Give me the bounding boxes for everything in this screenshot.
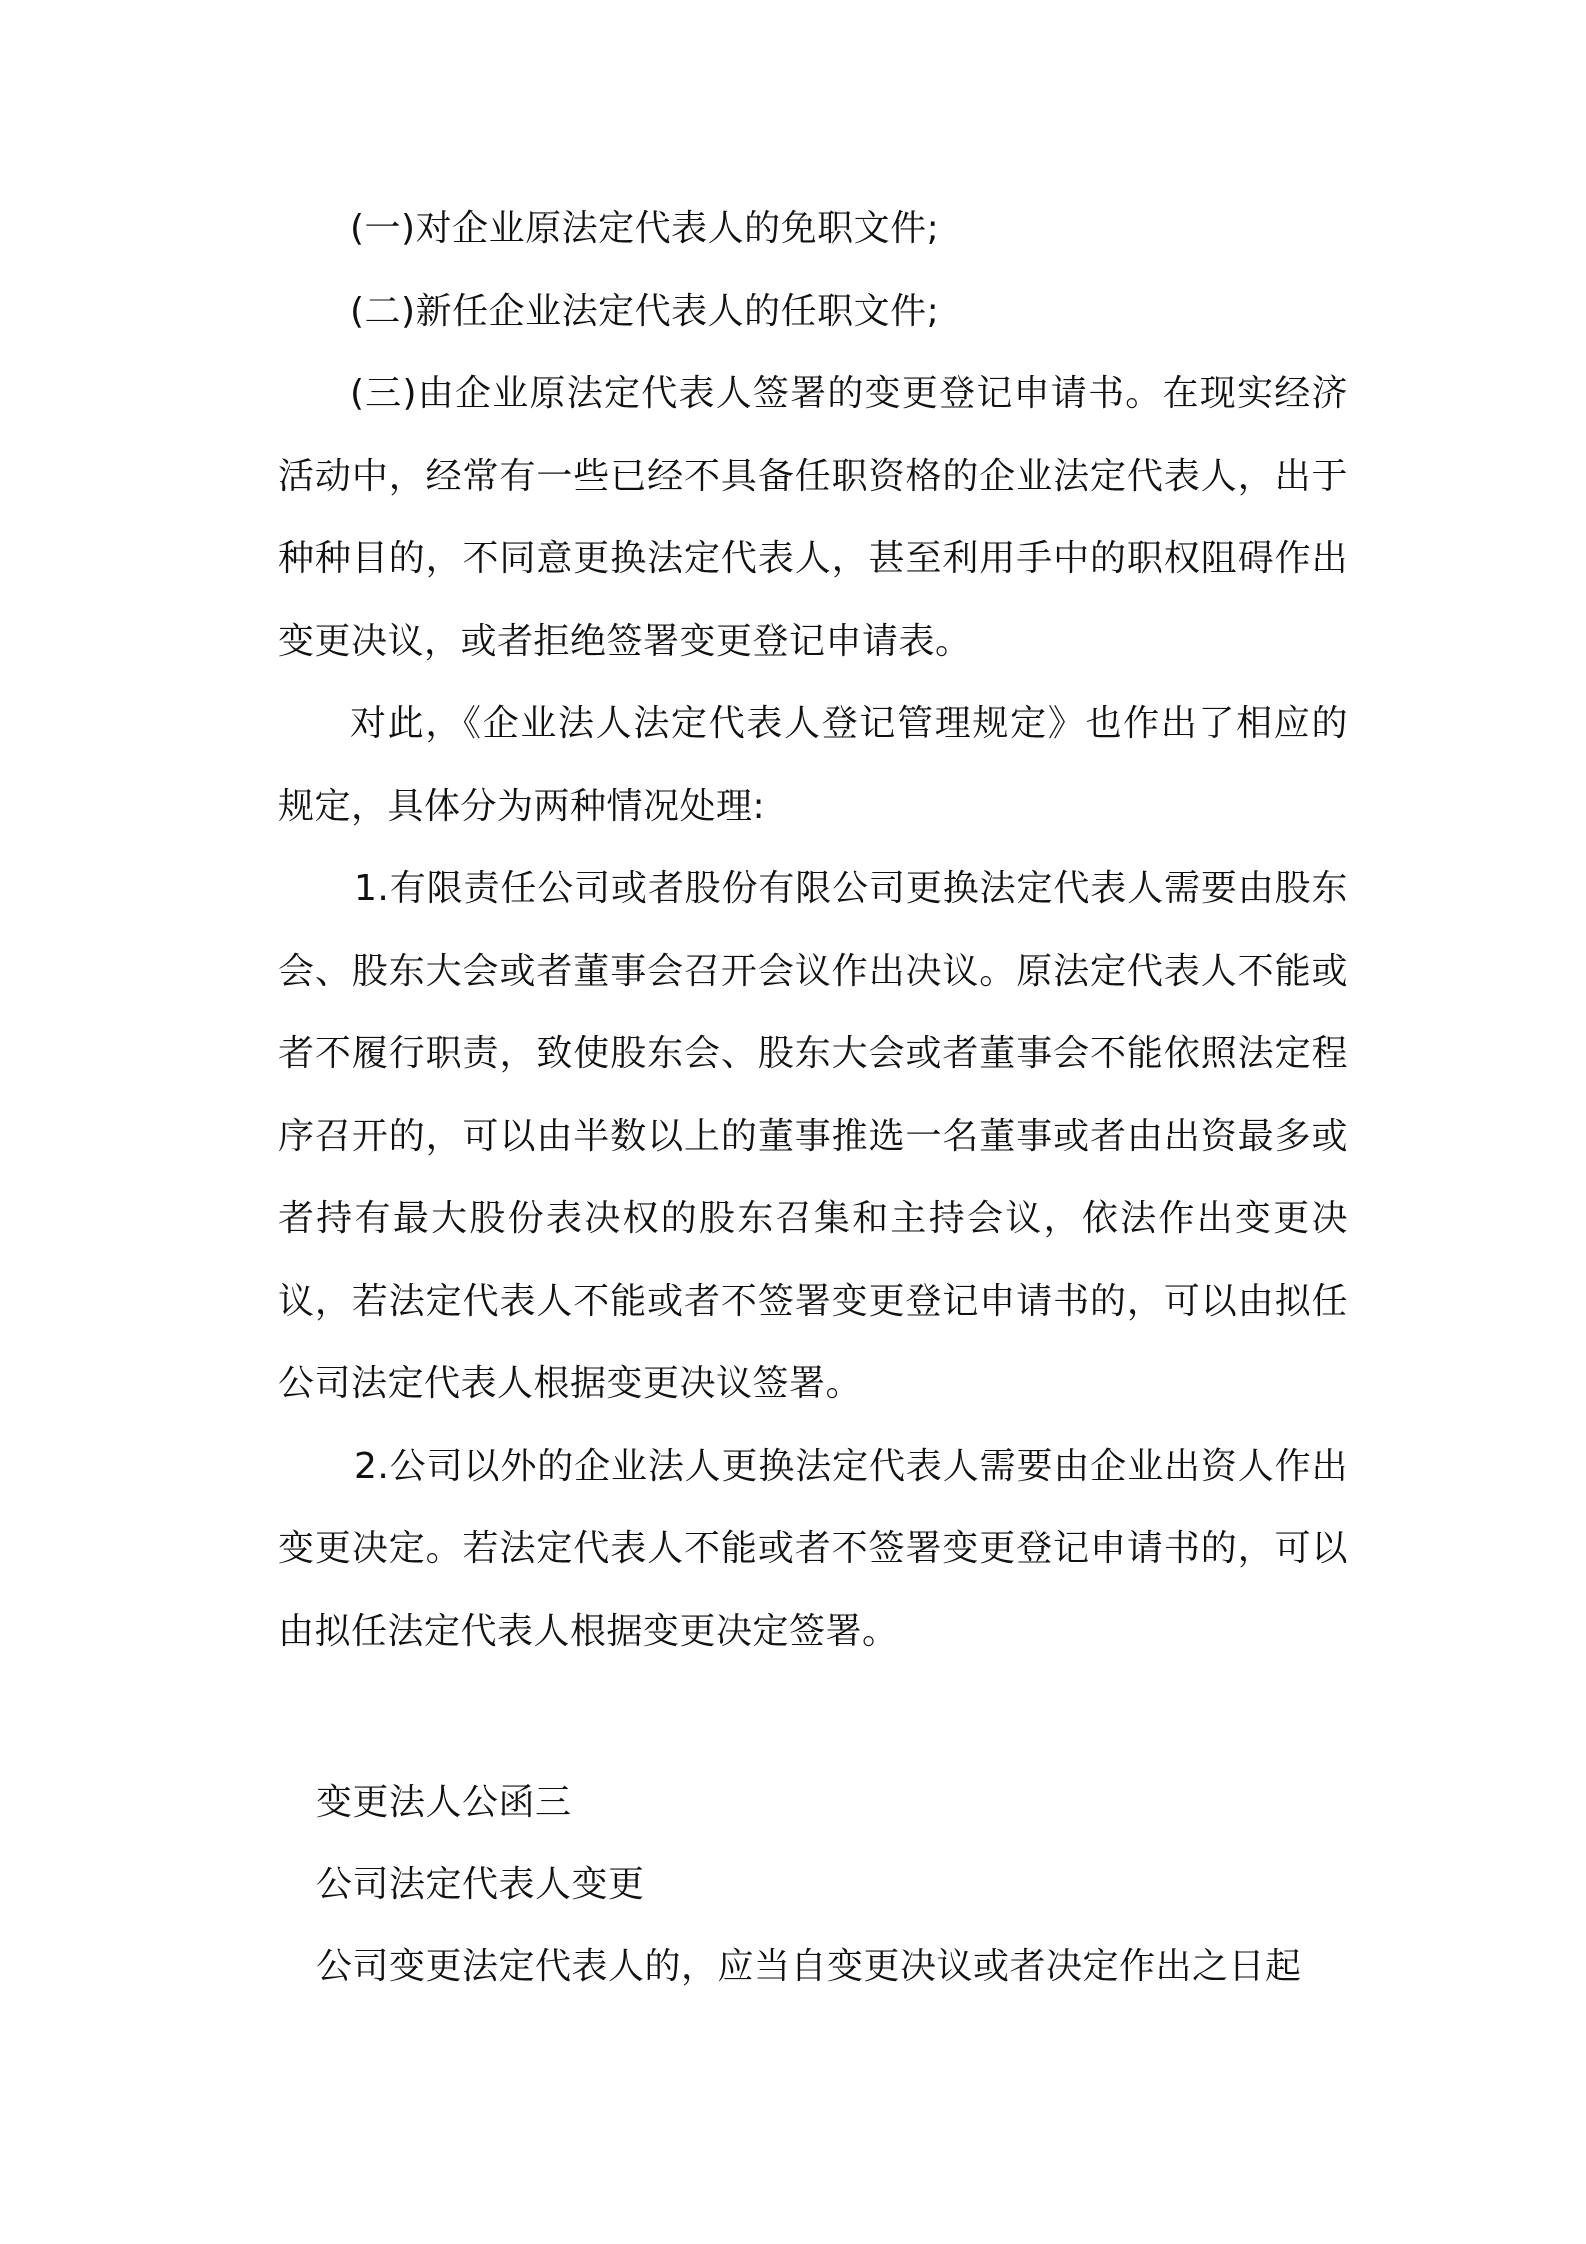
paragraph-item-2: (二)新任企业法定代表人的任职文件; (350, 290, 940, 332)
paragraph-case-2: 2.公司以外的企业法人更换法定代表人需要由企业出资人作出变更决定。若法定代表人不能或者不签署变更登记申请书的，可以由拟任法定代表人根据变更决定签署。 (278, 1445, 1348, 1652)
document-body (278, 188, 1348, 1673)
paragraph-item-3: (三)由企业原法定代表人签署的变更登记申请书。在现实经济活动中，经常有一些已经不具备任职资格的企业法定代表人，出于种种目的，不同意更换法定代表人，甚至利用手中的职权阻碍作出变更决议，或者拒绝签署变更登记申请表。 (278, 373, 1348, 662)
paragraph-case-1: 1.有限责任公司或者股份有限公司更换法定代表人需要由股东会、股东大会或者董事会召开会议作出决议。原法定代表人不能或者不履行职责，致使股东会、股东大会或者董事会不能依照法定程序召开的，可以由半数以上的董事推选一名董事或者由出资最多或者持有最大股份表决权的股东召集和主持会议，依法作出变更决议，若法定代表人不能或者不签署变更登记申请书的，可以由拟任公司法定代表人根据变更决议签署。 (278, 868, 1348, 1404)
section-subheading: 公司法定代表人变更 (316, 1864, 645, 1905)
section-heading: 变更法人公函三 (316, 1782, 572, 1823)
paragraph-regulation-intro: 对此，《企业法人法定代表人登记管理规定》也作出了相应的规定，具体分为两种情况处理: (278, 703, 1348, 827)
paragraph-item-1: (一)对企业原法定代表人的免职文件; (350, 208, 940, 249)
section-three (316, 1762, 1356, 2008)
section-first-line: 公司变更法定代表人的，应当自变更决议或者决定作出之日起 (316, 1946, 1302, 1987)
